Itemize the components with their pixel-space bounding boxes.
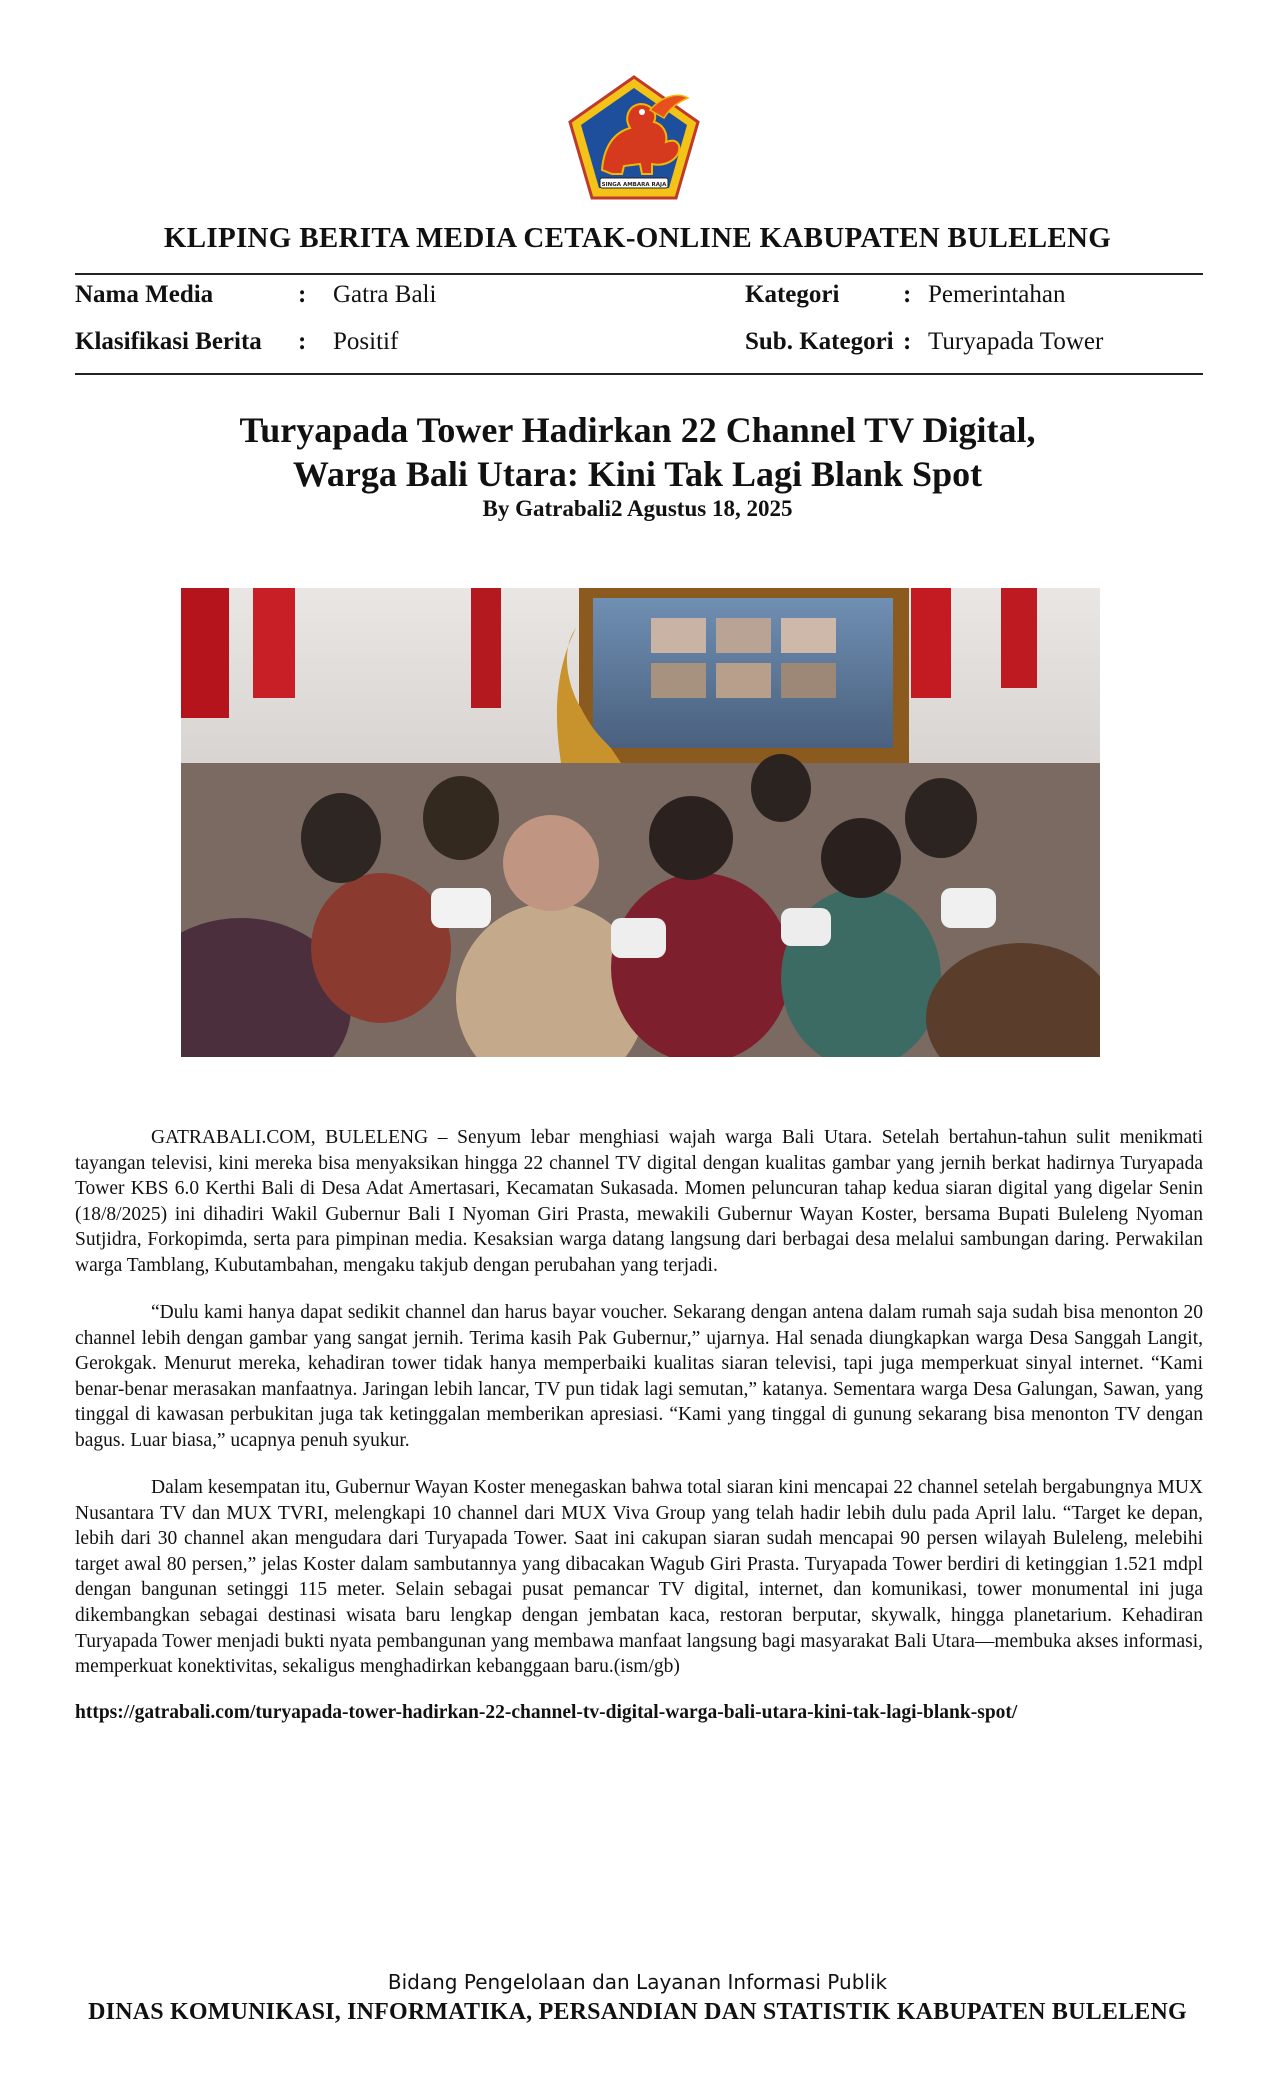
article-paragraph-1 — [75, 1125, 1203, 1279]
sub-kategori-colon: : — [903, 328, 912, 355]
sub-kategori-value: Turyapada Tower — [928, 328, 1104, 355]
header-bottom-rule — [75, 373, 1203, 375]
klasifikasi-value: Positif — [333, 328, 399, 355]
header-top-rule — [75, 273, 1203, 275]
footer-division: Bidang Pengelolaan dan Layanan Informasi Publik — [387, 1970, 888, 1994]
klasifikasi-label: Klasifikasi Berita — [75, 328, 262, 355]
sub-kategori-label: Sub. Kategori — [745, 328, 894, 355]
paragraph-text: Dalam kesempatan itu, Gubernur Wayan Koster menegaskan bahwa total siaran kini mencapai 22 channel setelah bergabungnya MUX Nusantara TV dan MUX TVRI, melengkapi 10 channel dari MUX Viva Group yang telah hadir lebih dulu pada April lalu. “Target ke depan, lebih dari 30 channel akan mengudara dari Turyapada Tower. Saat ini cakupan siaran sudah mencapai 90 persen wilayah Buleleng, melebihi target awal 80 persen,” jelas Koster dalam sambutannya yang dibacakan Wagub Giri Prasta. Turyapada Tower berdiri di ketinggian 1.521 mdpl dengan bangunan setinggi 115 meter. Selain sebagai pusat pemancar TV digital, internet, dan komunikasi, tower monumental ini juga dikembangkan sebagai destinasi wisata baru lengkap dengan jembatan kaca, restoran berputar, skywalk, hingga planetarium. Kehadiran Turyapada Tower menjadi bukti nyata pembangunan yang membawa manfaat langsung bagi masyarakat Bali Utara—membuka akses informasi, memperkuat konektivitas, sekaligus menghadirkan kebanggaan baru.(ism/gb) — [75, 1477, 1203, 1678]
kategori-colon: : — [903, 281, 912, 308]
article-paragraph-2 — [75, 1300, 1203, 1454]
media-value: Gatra Bali — [333, 281, 437, 308]
buleleng-regency-emblem — [566, 74, 702, 202]
headline-line-2: Warga Bali Utara: Kini Tak Lagi Blank Spot — [292, 454, 983, 494]
kategori-value: Pemerintahan — [928, 281, 1066, 308]
source-url-link[interactable]: https://gatrabali.com/turyapada-tower-hadirkan-22-channel-tv-digital-warga-bali-utara-kini-tak-lagi-blank-spot/ — [75, 1702, 1018, 1723]
klasifikasi-colon: : — [298, 328, 307, 355]
emblem-motto: SINGA AMBARA RAJA — [601, 182, 667, 188]
kategori-label: Kategori — [745, 281, 840, 308]
article-paragraph-3 — [75, 1475, 1203, 1680]
article-photo — [181, 588, 1100, 1057]
article-byline: By Gatrabali2 Agustus 18, 2025 — [482, 496, 793, 521]
media-colon: : — [298, 281, 307, 308]
paragraph-text: “Dulu kami hanya dapat sedikit channel dan harus bayar voucher. Sekarang dengan antena dalam rumah saja sudah bisa menonton 20 channel lebih dengan gambar yang sangat jernih. Terima kasih Pak Gubernur,” ujarnya. Hal senada diungkapkan warga Desa Sanggah Langit, Gerokgak. Menurut mereka, kehadiran tower tidak hanya memperbaiki kualitas siaran televisi, tapi juga memperkuat sinyal internet. “Kami benar-benar merasakan manfaatnya. Jaringan lebih lancar, TV pun tidak lagi semutan,” katanya. Sementara warga Desa Galungan, Sawan, yang tinggal di kawasan perbukitan juga tak ketinggalan memberikan apresiasi. “Kami yang tinggal di gunung sekarang bisa menonton TV dengan bagus. Luar biasa,” ucapnya penuh syukur. — [75, 1302, 1203, 1451]
media-label: Nama Media — [75, 281, 214, 308]
headline-line-1: Turyapada Tower Hadirkan 22 Channel TV Digital, — [239, 410, 1036, 450]
document-header-title: KLIPING BERITA MEDIA CETAK-ONLINE KABUPATEN BULELENG — [163, 222, 1112, 254]
article-headline — [0, 408, 1275, 496]
footer-agency: DINAS KOMUNIKASI, INFORMATIKA, PERSANDIAN DAN STATISTIK KABUPATEN BULELENG — [88, 1999, 1187, 2025]
paragraph-text: GATRABALI.COM, BULELENG – Senyum lebar menghiasi wajah warga Bali Utara. Setelah bertahun-tahun sulit menikmati tayangan televisi, kini mereka bisa menyaksikan hingga 22 channel TV digital dengan kualitas gambar yang jernih berkat hadirnya Turyapada Tower KBS 6.0 Kerthi Bali di Desa Adat Amertasari, Kecamatan Sukasada. Momen peluncuran tahap kedua siaran digital yang digelar Senin (18/8/2025) ini dihadiri Wakil Gubernur Bali I Nyoman Giri Prasta, mewakili Gubernur Wayan Koster, bersama Bupati Buleleng Nyoman Sutjidra, Forkopimda, serta para pimpinan media. Kesaksian warga datang langsung dari berbagai desa melalui sambungan daring. Perwakilan warga Tamblang, Kubutambahan, mengaku takjub dengan perubahan yang terjadi. — [75, 1127, 1203, 1276]
